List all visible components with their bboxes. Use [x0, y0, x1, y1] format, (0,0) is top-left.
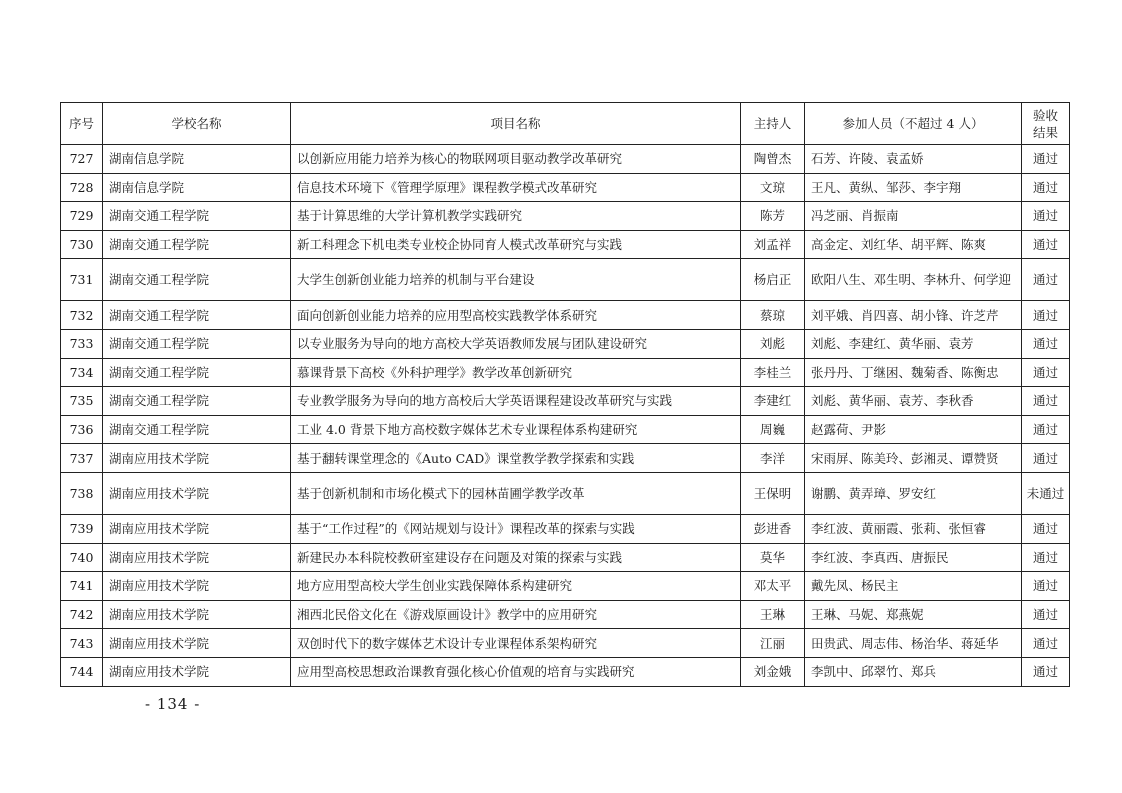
- cell-result: 通过: [1022, 173, 1070, 202]
- cell-project: 专业教学服务为导向的地方高校后大学英语课程建设改革研究与实践: [291, 387, 741, 416]
- cell-leader: 蔡琼: [741, 301, 805, 330]
- header-members: 参加人员（不超过 4 人）: [805, 103, 1022, 145]
- cell-no: 738: [61, 472, 103, 514]
- cell-project: 基于创新机制和市场化模式下的园林苗圃学教学改革: [291, 472, 741, 514]
- cell-members: 刘彪、黄华丽、袁芳、李秋香: [805, 387, 1022, 416]
- cell-result: 通过: [1022, 657, 1070, 686]
- cell-result: 通过: [1022, 259, 1070, 301]
- cell-school: 湖南应用技术学院: [103, 444, 291, 473]
- cell-result: 通过: [1022, 514, 1070, 543]
- cell-no: 737: [61, 444, 103, 473]
- cell-project: 新建民办本科院校教研室建设存在问题及对策的探索与实践: [291, 543, 741, 572]
- cell-school: 湖南信息学院: [103, 145, 291, 174]
- cell-project: 工业 4.0 背景下地方高校数字媒体艺术专业课程体系构建研究: [291, 415, 741, 444]
- cell-leader: 杨启正: [741, 259, 805, 301]
- table-row: [61, 329, 1070, 358]
- cell-school: 湖南交通工程学院: [103, 415, 291, 444]
- cell-members: 宋雨屏、陈美玲、彭湘灵、谭赞贤: [805, 444, 1022, 473]
- cell-leader: 李洋: [741, 444, 805, 473]
- cell-members: 刘彪、李建红、黄华丽、袁芳: [805, 329, 1022, 358]
- cell-no: 730: [61, 230, 103, 259]
- table-row: [61, 387, 1070, 416]
- cell-project: 以创新应用能力培养为核心的物联网项目驱动教学改革研究: [291, 145, 741, 174]
- cell-project: 新工科理念下机电类专业校企协同育人模式改革研究与实践: [291, 230, 741, 259]
- cell-school: 湖南应用技术学院: [103, 600, 291, 629]
- cell-leader: 刘彪: [741, 329, 805, 358]
- cell-no: 743: [61, 629, 103, 658]
- cell-members: 王琳、马妮、郑燕妮: [805, 600, 1022, 629]
- table-row: [61, 415, 1070, 444]
- cell-project: 湘西北民俗文化在《游戏原画设计》教学中的应用研究: [291, 600, 741, 629]
- cell-no: 742: [61, 600, 103, 629]
- header-project: 项目名称: [291, 103, 741, 145]
- cell-school: 湖南信息学院: [103, 173, 291, 202]
- cell-leader: 王琳: [741, 600, 805, 629]
- cell-result: 通过: [1022, 202, 1070, 231]
- header-leader: 主持人: [741, 103, 805, 145]
- cell-school: 湖南应用技术学院: [103, 629, 291, 658]
- table-header: [61, 103, 1070, 145]
- cell-members: 李红波、李真西、唐振民: [805, 543, 1022, 572]
- cell-result: 通过: [1022, 301, 1070, 330]
- cell-no: 732: [61, 301, 103, 330]
- cell-members: 谢鹏、黄弄璋、罗安红: [805, 472, 1022, 514]
- cell-leader: 江丽: [741, 629, 805, 658]
- cell-project: 基于计算思维的大学计算机教学实践研究: [291, 202, 741, 231]
- cell-project: 信息技术环境下《管理学原理》课程教学模式改革研究: [291, 173, 741, 202]
- cell-school: 湖南应用技术学院: [103, 657, 291, 686]
- cell-members: 李凯中、邱翠竹、郑兵: [805, 657, 1022, 686]
- table-row: [61, 358, 1070, 387]
- cell-leader: 周巍: [741, 415, 805, 444]
- table-row: [61, 173, 1070, 202]
- table-row: [61, 444, 1070, 473]
- cell-school: 湖南交通工程学院: [103, 230, 291, 259]
- cell-project: 大学生创新创业能力培养的机制与平台建设: [291, 259, 741, 301]
- cell-no: 736: [61, 415, 103, 444]
- cell-result: 通过: [1022, 387, 1070, 416]
- cell-leader: 邓太平: [741, 572, 805, 601]
- cell-school: 湖南交通工程学院: [103, 301, 291, 330]
- cell-result: 通过: [1022, 230, 1070, 259]
- cell-no: 728: [61, 173, 103, 202]
- table-row: [61, 202, 1070, 231]
- cell-no: 735: [61, 387, 103, 416]
- cell-leader: 刘金娥: [741, 657, 805, 686]
- cell-members: 李红波、黄丽霞、张莉、张恒睿: [805, 514, 1022, 543]
- cell-project: 以专业服务为导向的地方高校大学英语教师发展与团队建设研究: [291, 329, 741, 358]
- cell-result: 通过: [1022, 543, 1070, 572]
- header-school: 学校名称: [103, 103, 291, 145]
- cell-leader: 莫华: [741, 543, 805, 572]
- table-row: [61, 657, 1070, 686]
- cell-no: 741: [61, 572, 103, 601]
- cell-members: 欧阳八生、邓生明、李林升、何学迎: [805, 259, 1022, 301]
- cell-result: 通过: [1022, 444, 1070, 473]
- table-row: [61, 301, 1070, 330]
- cell-no: 744: [61, 657, 103, 686]
- cell-no: 727: [61, 145, 103, 174]
- projects-table: [60, 102, 1070, 687]
- cell-project: 基于翻转课堂理念的《Auto CAD》课堂教学教学探索和实践: [291, 444, 741, 473]
- cell-members: 王凡、黄纵、邹莎、李宇翔: [805, 173, 1022, 202]
- table-row: [61, 543, 1070, 572]
- table-row: [61, 514, 1070, 543]
- cell-school: 湖南应用技术学院: [103, 514, 291, 543]
- cell-result: 通过: [1022, 572, 1070, 601]
- cell-no: 733: [61, 329, 103, 358]
- cell-school: 湖南应用技术学院: [103, 572, 291, 601]
- header-row: [61, 103, 1070, 145]
- table-row: [61, 629, 1070, 658]
- cell-no: 729: [61, 202, 103, 231]
- cell-leader: 李建红: [741, 387, 805, 416]
- cell-members: 高金定、刘红华、胡平辉、陈爽: [805, 230, 1022, 259]
- cell-result: 通过: [1022, 415, 1070, 444]
- cell-project: 应用型高校思想政治课教育强化核心价值观的培育与实践研究: [291, 657, 741, 686]
- cell-project: 慕课背景下高校《外科护理学》教学改革创新研究: [291, 358, 741, 387]
- cell-no: 734: [61, 358, 103, 387]
- cell-project: 双创时代下的数字媒体艺术设计专业课程体系架构研究: [291, 629, 741, 658]
- cell-project: 面向创新创业能力培养的应用型高校实践教学体系研究: [291, 301, 741, 330]
- page-number: - 134 -: [145, 695, 201, 713]
- cell-school: 湖南交通工程学院: [103, 202, 291, 231]
- cell-leader: 文琼: [741, 173, 805, 202]
- cell-school: 湖南应用技术学院: [103, 472, 291, 514]
- cell-no: 731: [61, 259, 103, 301]
- table-row: [61, 230, 1070, 259]
- table-row: [61, 472, 1070, 514]
- table-row: [61, 145, 1070, 174]
- cell-project: 地方应用型高校大学生创业实践保障体系构建研究: [291, 572, 741, 601]
- cell-members: 冯芝丽、肖振南: [805, 202, 1022, 231]
- cell-school: 湖南应用技术学院: [103, 543, 291, 572]
- cell-leader: 陶曾杰: [741, 145, 805, 174]
- cell-no: 739: [61, 514, 103, 543]
- cell-leader: 陈芳: [741, 202, 805, 231]
- header-result: 验收 结果: [1022, 103, 1070, 145]
- cell-leader: 刘孟祥: [741, 230, 805, 259]
- cell-members: 赵露荷、尹影: [805, 415, 1022, 444]
- cell-members: 田贵武、周志伟、杨治华、蒋延华: [805, 629, 1022, 658]
- cell-leader: 彭进香: [741, 514, 805, 543]
- cell-result: 通过: [1022, 600, 1070, 629]
- cell-members: 戴先凤、杨民主: [805, 572, 1022, 601]
- cell-result: 通过: [1022, 145, 1070, 174]
- cell-result: 通过: [1022, 329, 1070, 358]
- cell-result: 通过: [1022, 358, 1070, 387]
- cell-result: 未通过: [1022, 472, 1070, 514]
- cell-result: 通过: [1022, 629, 1070, 658]
- cell-school: 湖南交通工程学院: [103, 387, 291, 416]
- cell-members: 石芳、许陵、袁孟娇: [805, 145, 1022, 174]
- cell-project: 基于“工作过程”的《网站规划与设计》课程改革的探索与实践: [291, 514, 741, 543]
- table-body: [61, 145, 1070, 687]
- table-row: [61, 259, 1070, 301]
- cell-school: 湖南交通工程学院: [103, 259, 291, 301]
- table-row: [61, 572, 1070, 601]
- cell-school: 湖南交通工程学院: [103, 358, 291, 387]
- header-no: 序号: [61, 103, 103, 145]
- cell-members: 张丹丹、丁继困、魏菊香、陈衡忠: [805, 358, 1022, 387]
- cell-leader: 李桂兰: [741, 358, 805, 387]
- cell-school: 湖南交通工程学院: [103, 329, 291, 358]
- cell-members: 刘平娥、肖四喜、胡小锋、许芝芹: [805, 301, 1022, 330]
- table-row: [61, 600, 1070, 629]
- cell-no: 740: [61, 543, 103, 572]
- cell-leader: 王保明: [741, 472, 805, 514]
